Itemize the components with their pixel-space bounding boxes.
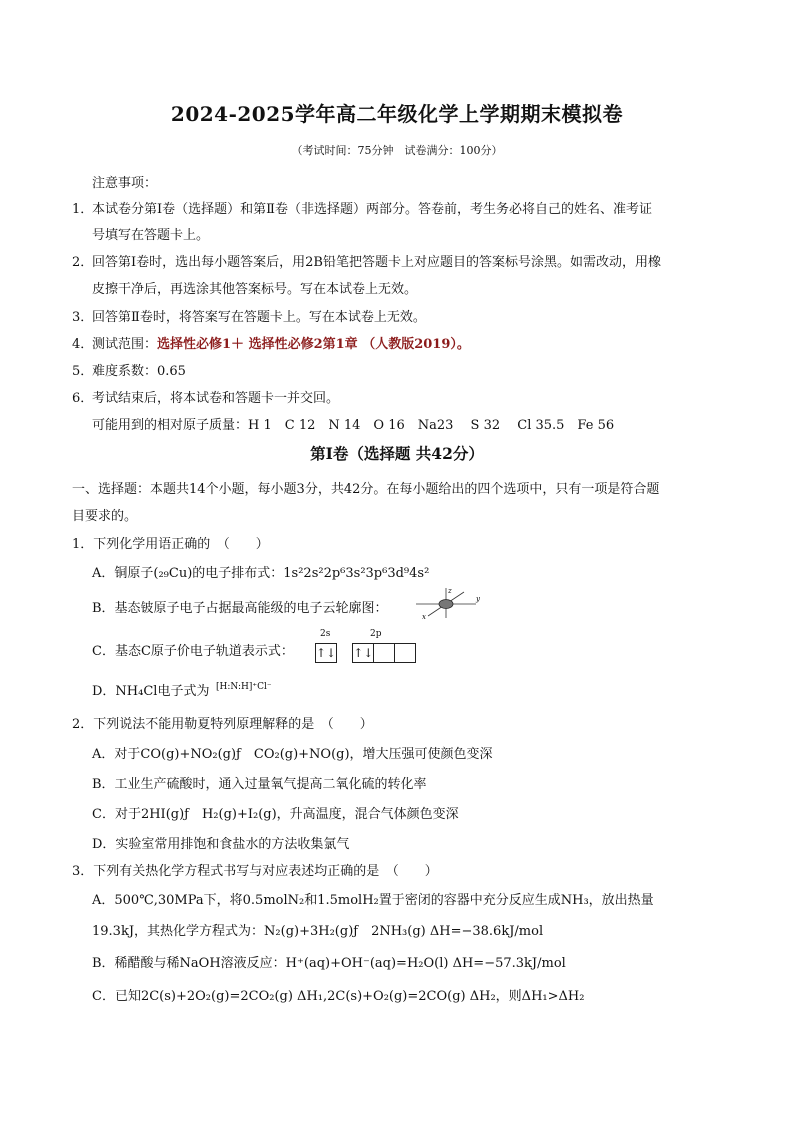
notice-item-2-line-2: 皮擦干净后，再选涂其他答案标号。写在本试卷上无效。 bbox=[92, 282, 418, 297]
test-scope-label: 测试范围： bbox=[92, 337, 158, 352]
q1-option-c: C．基态C原子价电子轨道表示式： bbox=[92, 644, 294, 659]
q3-option-c: C．已知2C(s)+2O₂(g)=2CO₂(g) ΔH₁,2C(s)+O₂(g)=2CO(g) ΔH₂，则ΔH₁>ΔH₂ bbox=[92, 989, 585, 1004]
svg-text:x: x bbox=[422, 613, 426, 621]
notice-item-4 bbox=[92, 333, 470, 352]
q1-stem: 1．下列化学用语正确的 （ ） bbox=[72, 537, 269, 552]
q2-option-b: B．工业生产硫酸时，通入过量氧气提高二氧化硫的转化率 bbox=[92, 777, 427, 792]
test-scope-value: 选择性必修1＋ 选择性必修2第1章 （人教版2019）。 bbox=[157, 337, 470, 352]
section-1-intro-line-1: 一、选择题：本题共14个小题，每小题3分，共42分。在每小题给出的四个选项中，只有一项是符合题 bbox=[72, 482, 660, 497]
notice-item-3: 回答第Ⅱ卷时，将答案写在答题卡上。写在本试卷上无效。 bbox=[92, 310, 426, 325]
q3-stem: 3．下列有关热化学方程式书写与对应表述均正确的是 （ ） bbox=[72, 864, 438, 879]
notice-num-2: 2． bbox=[72, 255, 94, 270]
orbital-box-2p-3 bbox=[394, 643, 416, 663]
electron-cloud-diagram bbox=[410, 586, 482, 622]
exam-info: （考试时间：75分钟 试卷满分：100分） bbox=[291, 144, 503, 157]
svg-text:z: z bbox=[448, 587, 452, 595]
svg-text:y: y bbox=[476, 595, 480, 603]
notice-num-1: 1． bbox=[72, 202, 94, 217]
q1-option-a: A．铜原子(₂₉Cu)的电子排布式：1s²2s²2p⁶3s²3p⁶3d⁹4s² bbox=[92, 566, 430, 581]
section-1-title: 第Ⅰ卷（选择题 共42分） bbox=[310, 444, 484, 463]
orbital-box-2s: ↑↓ bbox=[315, 643, 337, 663]
nh4cl-electron-formula: [H:N:H]⁺Cl⁻ bbox=[216, 682, 272, 692]
orbital-box-2p-1: ↑↓ bbox=[352, 643, 374, 663]
q2-option-d: D．实验室常用排饱和食盐水的方法收集氯气 bbox=[92, 837, 350, 852]
q3-option-a-line-2: 19.3kJ，其热化学方程式为：N₂(g)+3H₂(g)ƒ 2NH₃(g) ΔH=−38.6kJ/mol bbox=[92, 924, 544, 939]
q1-option-d: D．NH₄Cl电子式为 bbox=[92, 684, 210, 699]
notice-item-5: 难度系数：0.65 bbox=[92, 364, 186, 379]
q2-option-a: A．对于CO(g)+NO₂(g)ƒ CO₂(g)+NO(g)，增大压强可使颜色变深 bbox=[92, 747, 493, 762]
q2-stem: 2．下列说法不能用勒夏特列原理解释的是 （ ） bbox=[72, 717, 373, 732]
orbital-2p-label: 2p bbox=[370, 629, 382, 639]
notice-item-1-line-2: 号填写在答题卡上。 bbox=[92, 228, 210, 243]
q3-option-a-line-1: A．500℃,30MPa下，将0.5molN₂和1.5molH₂置于密闭的容器中充分反应生成NH₃，放出热量 bbox=[92, 893, 654, 908]
notice-item-2-line-1: 回答第Ⅰ卷时，选出每小题答案后，用2B铅笔把答题卡上对应题目的答案标号涂黑。如需改动，用橡 bbox=[92, 255, 661, 270]
notice-item-1-line-1: 本试卷分第Ⅰ卷（选择题）和第Ⅱ卷（非选择题）两部分。答卷前，考生务必将自己的姓名、准考证 bbox=[92, 202, 652, 217]
notice-num-5: 5． bbox=[72, 364, 94, 379]
q2-option-c: C．对于2HI(g)ƒ H₂(g)+I₂(g)，升高温度，混合气体颜色变深 bbox=[92, 807, 459, 822]
section-1-intro-line-2: 目要求的。 bbox=[72, 509, 138, 524]
atomic-mass-line: 可能用到的相对原子质量：H 1 C 12 N 14 O 16 Na23 S 32 Cl 35.5 Fe 56 bbox=[92, 418, 615, 433]
q1-option-b: B．基态铍原子电子占据最高能级的电子云轮廓图： bbox=[92, 601, 388, 616]
orbital-2s-label: 2s bbox=[320, 629, 331, 639]
orbital-diagram bbox=[315, 642, 415, 663]
q3-option-b: B．稀醋酸与稀NaOH溶液反应：H⁺(aq)+OH⁻(aq)=H₂O(l) ΔH=−57.3kJ/mol bbox=[92, 956, 566, 971]
notice-item-6: 考试结束后，将本试卷和答题卡一并交回。 bbox=[92, 391, 340, 406]
notice-num-6: 6． bbox=[72, 391, 94, 406]
page-title: 2024-2025学年高二年级化学上学期期末模拟卷 bbox=[170, 102, 624, 126]
notice-heading: 注意事项： bbox=[92, 176, 158, 191]
notice-num-3: 3． bbox=[72, 310, 94, 325]
orbital-box-2p-2 bbox=[373, 643, 395, 663]
notice-num-4: 4． bbox=[72, 337, 94, 352]
